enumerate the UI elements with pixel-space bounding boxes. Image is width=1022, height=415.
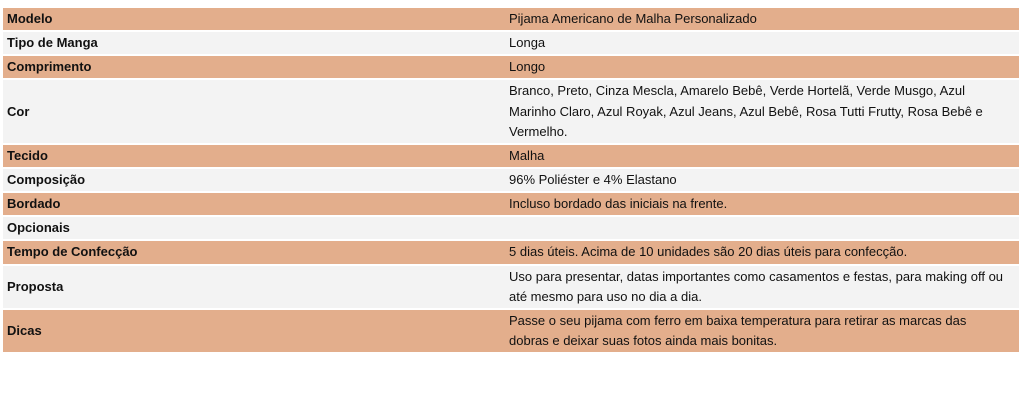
spec-row-dicas [3, 310, 1019, 352]
spec-row-cor [3, 80, 1019, 142]
spec-value: 96% Poliéster e 4% Elastano [505, 169, 1019, 191]
spec-row-modelo [3, 8, 1019, 30]
spec-value: Longa [505, 32, 1019, 54]
spec-value: Uso para presentar, datas importantes como casamentos e festas, para making off ou até mesmo para uso no dia a dia. [505, 266, 1019, 308]
spec-row-composicao [3, 169, 1019, 191]
spec-value: Longo [505, 56, 1019, 78]
spec-value: Pijama Americano de Malha Personalizado [505, 8, 1019, 30]
spec-label: Opcionais [3, 217, 505, 239]
spec-label: Cor [3, 80, 505, 142]
spec-row-bordado [3, 193, 1019, 215]
spec-value: Incluso bordado das iniciais na frente. [505, 193, 1019, 215]
spec-row-tempo-de-confeccao [3, 241, 1019, 263]
spec-table-body [3, 8, 1019, 352]
spec-value: Malha [505, 145, 1019, 167]
spec-value: 5 dias úteis. Acima de 10 unidades são 20 dias úteis para confecção. [505, 241, 1019, 263]
spec-row-opcionais [3, 217, 1019, 239]
spec-value: Branco, Preto, Cinza Mescla, Amarelo Bebê, Verde Hortelã, Verde Musgo, Azul Marinho Claro, Azul Royak, Azul Jeans, Azul Bebê, Rosa Tutti Frutty, Rosa Bebê e Vermelho. [505, 80, 1019, 142]
spec-label: Tipo de Manga [3, 32, 505, 54]
spec-label: Tempo de Confecção [3, 241, 505, 263]
spec-label: Tecido [3, 145, 505, 167]
spec-row-proposta [3, 266, 1019, 308]
spec-label: Dicas [3, 310, 505, 352]
product-spec-table [3, 6, 1019, 354]
spec-label: Comprimento [3, 56, 505, 78]
spec-row-comprimento [3, 56, 1019, 78]
spec-row-tipo-de-manga [3, 32, 1019, 54]
spec-value [505, 217, 1019, 239]
spec-label: Proposta [3, 266, 505, 308]
spec-label: Composição [3, 169, 505, 191]
spec-label: Bordado [3, 193, 505, 215]
spec-label: Modelo [3, 8, 505, 30]
spec-row-tecido [3, 145, 1019, 167]
spec-value: Passe o seu pijama com ferro em baixa temperatura para retirar as marcas das dobras e deixar suas fotos ainda mais bonitas. [505, 310, 1019, 352]
